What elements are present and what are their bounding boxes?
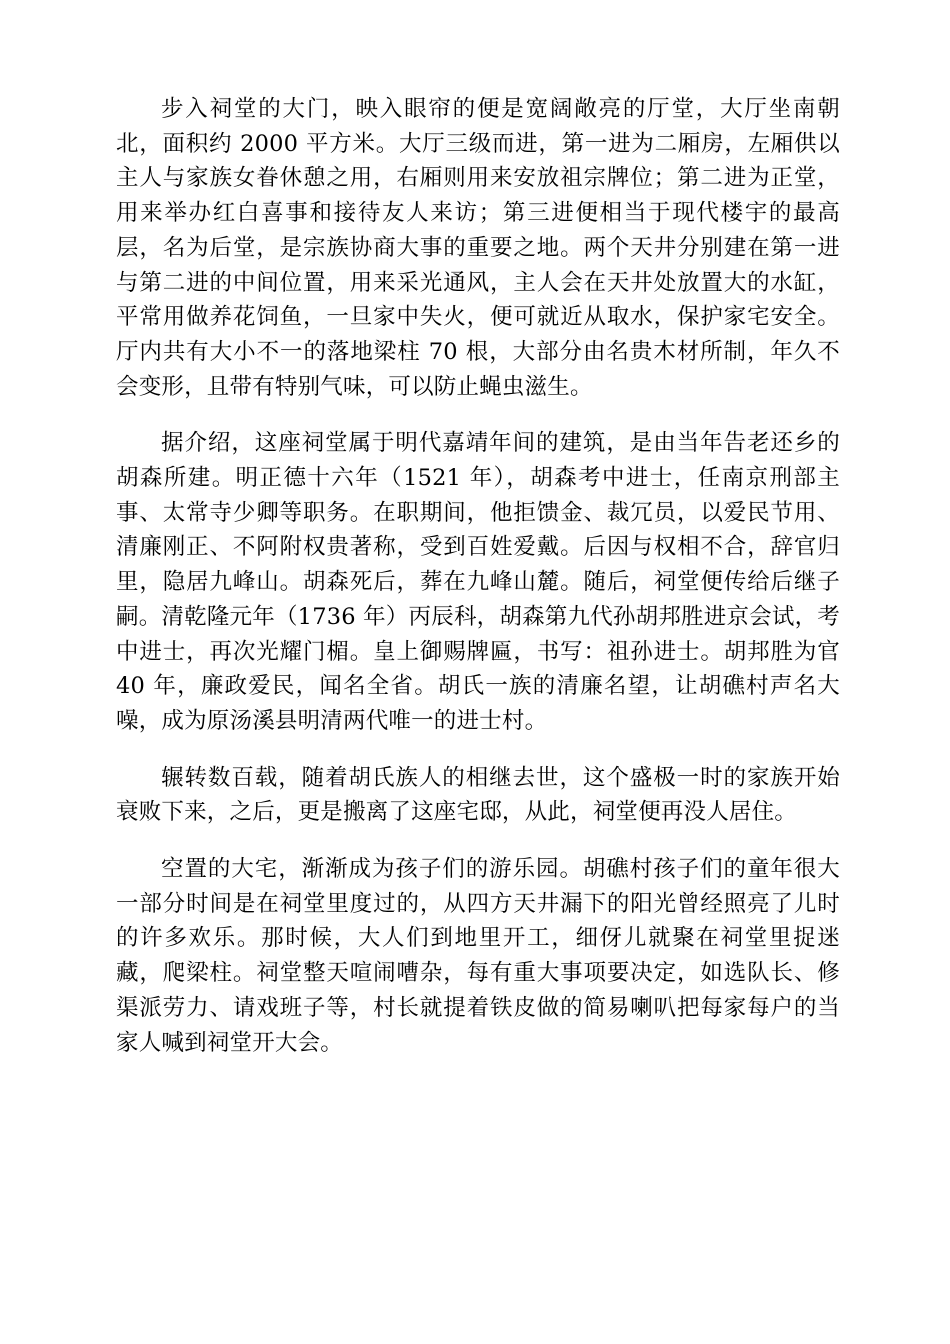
paragraph-hall-history: 据介绍，这座祠堂属于明代嘉靖年间的建筑，是由当年告老还乡的胡森所建。明正德十六年（1521 年），胡森考中进士，任南京刑部主事、太常寺少卿等职务。在职期间，他拒馈金、裁冗员，以爱民节用、清廉刚正、不阿附权贵著称，受到百姓爱戴。后因与权相不合，辞官归里，隐居九峰山。胡森死后，葬在九峰山麓。随后，祠堂便传给后继子嗣。清乾隆元年（1736 年）丙辰科，胡森第九代孙胡邦胜进京会试，考中进士，再次光耀门楣。皇上御赐牌匾，书写：祖孙进士。胡邦胜为官 40 年，廉政爱民，闻名全省。胡氏一族的清廉名望，让胡礁村声名大噪，成为原汤溪县明清两代唯一的进士村。 [116, 430, 840, 734]
paragraph-childrens-playground: 空置的大宅，渐渐成为孩子们的游乐园。胡礁村孩子们的童年很大一部分时间是在祠堂里度过的，从四方天井漏下的阳光曾经照亮了儿时的许多欢乐。那时候，大人们到地里开工，细伢儿就聚在祠堂里捉迷藏，爬梁柱。祠堂整天喧闹嘈杂，每有重大事项要决定，如选队长、修渠派劳力、请戏班子等，村长就提着铁皮做的简易喇叭把每家每户的当家人喊到祠堂开大会。 [116, 856, 840, 1056]
paragraph-family-decline: 辗转数百载，随着胡氏族人的相继去世，这个盛极一时的家族开始衰败下来，之后，更是搬离了这座宅邸，从此，祠堂便再没人居住。 [116, 764, 840, 826]
paragraph-ancestral-hall-layout: 步入祠堂的大门，映入眼帘的便是宽阔敞亮的厅堂，大厅坐南朝北，面积约 2000 平方米。大厅三级而进，第一进为二厢房，左厢供以主人与家族女眷休憩之用，右厢则用来安放祖宗牌位；第二进为正堂，用来举办红白喜事和接待友人来访；第三进便相当于现代楼宇的最高层，名为后堂，是宗族协商大事的重要之地。两个天井分别建在第一进与第二进的中间位置，用来采光通风，主人会在天井处放置大的水缸，平常用做养花饲鱼，一旦家中失火，便可就近从取水，保护家宅安全。厅内共有大小不一的落地梁柱 70 根，大部分由名贵木材所制，年久不会变形，且带有特别气味，可以防止蝇虫滋生。 [116, 96, 840, 400]
